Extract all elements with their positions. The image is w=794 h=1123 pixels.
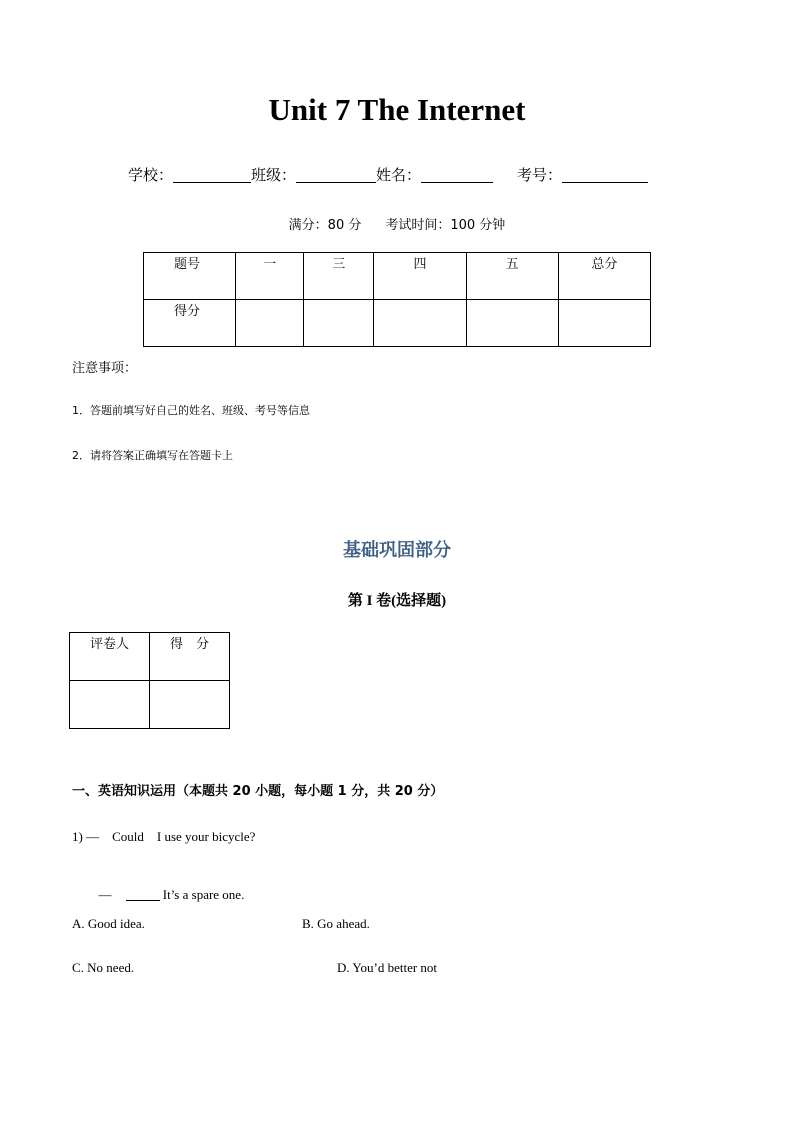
answer-blank[interactable] [126, 888, 160, 901]
exam-meta [0, 214, 794, 233]
class-blank[interactable] [296, 168, 376, 183]
reviewer-value-row [70, 681, 230, 729]
score-header-cell: 一 [236, 253, 304, 300]
question-prompt: 1) — Could I use your bicycle? [72, 829, 256, 844]
option-d[interactable]: D. You’d better not [337, 960, 438, 975]
volume-title: 第 I 卷(选择题) [347, 593, 447, 609]
option-a[interactable]: A. Good idea. [72, 916, 145, 931]
score-cell[interactable] [236, 300, 304, 347]
score-header-cell: 总分 [558, 253, 650, 300]
score-header-cell: 四 [374, 253, 466, 300]
page-title: Unit 7 The Internet [268, 92, 526, 127]
full-score: 满分：80 分 [288, 218, 362, 233]
reply-text: It’s a spare one. [159, 887, 245, 902]
name-label: 姓名： [376, 166, 422, 184]
reviewer-header-cell: 得 分 [150, 633, 230, 681]
info-line [128, 164, 648, 185]
reviewer-header-cell: 评卷人 [70, 633, 150, 681]
class-label: 班级： [251, 166, 297, 184]
option-c[interactable]: C. No need. [72, 960, 135, 975]
score-header-cell: 五 [466, 253, 558, 300]
score-cell[interactable] [558, 300, 650, 347]
score-header-cell: 三 [304, 253, 374, 300]
score-table [143, 252, 651, 347]
name-blank[interactable] [421, 168, 493, 183]
score-header-cell: 题号 [144, 253, 236, 300]
question-reply [92, 871, 244, 903]
notice-item: 1．答题前填写好自己的姓名、班级、考号等信息 [72, 404, 310, 417]
exam-no-label: 考号： [517, 166, 563, 184]
score-cell[interactable] [466, 300, 558, 347]
section-title: 基础巩固部分 [343, 540, 451, 561]
reviewer-header-row [70, 633, 230, 681]
reply-dash: — [98, 887, 112, 902]
exam-time: 考试时间：100 分钟 [385, 218, 506, 233]
school-blank[interactable] [173, 168, 251, 183]
reviewer-table [69, 632, 230, 729]
part-heading: 一、英语知识运用（本题共 20 小题，每小题 1 分，共 20 分） [72, 784, 444, 799]
score-cell[interactable] [304, 300, 374, 347]
school-label: 学校： [128, 166, 174, 184]
score-value-row [144, 300, 651, 347]
notice-item: 2．请将答案正确填写在答题卡上 [72, 449, 233, 462]
score-cell[interactable] [374, 300, 466, 347]
reviewer-cell[interactable] [150, 681, 230, 729]
notice-heading: 注意事项： [72, 361, 138, 376]
score-header-row [144, 253, 651, 300]
reviewer-cell[interactable] [70, 681, 150, 729]
score-row-label: 得分 [144, 300, 236, 347]
exam-no-blank[interactable] [562, 168, 648, 183]
option-b[interactable]: B. Go ahead. [302, 916, 370, 931]
